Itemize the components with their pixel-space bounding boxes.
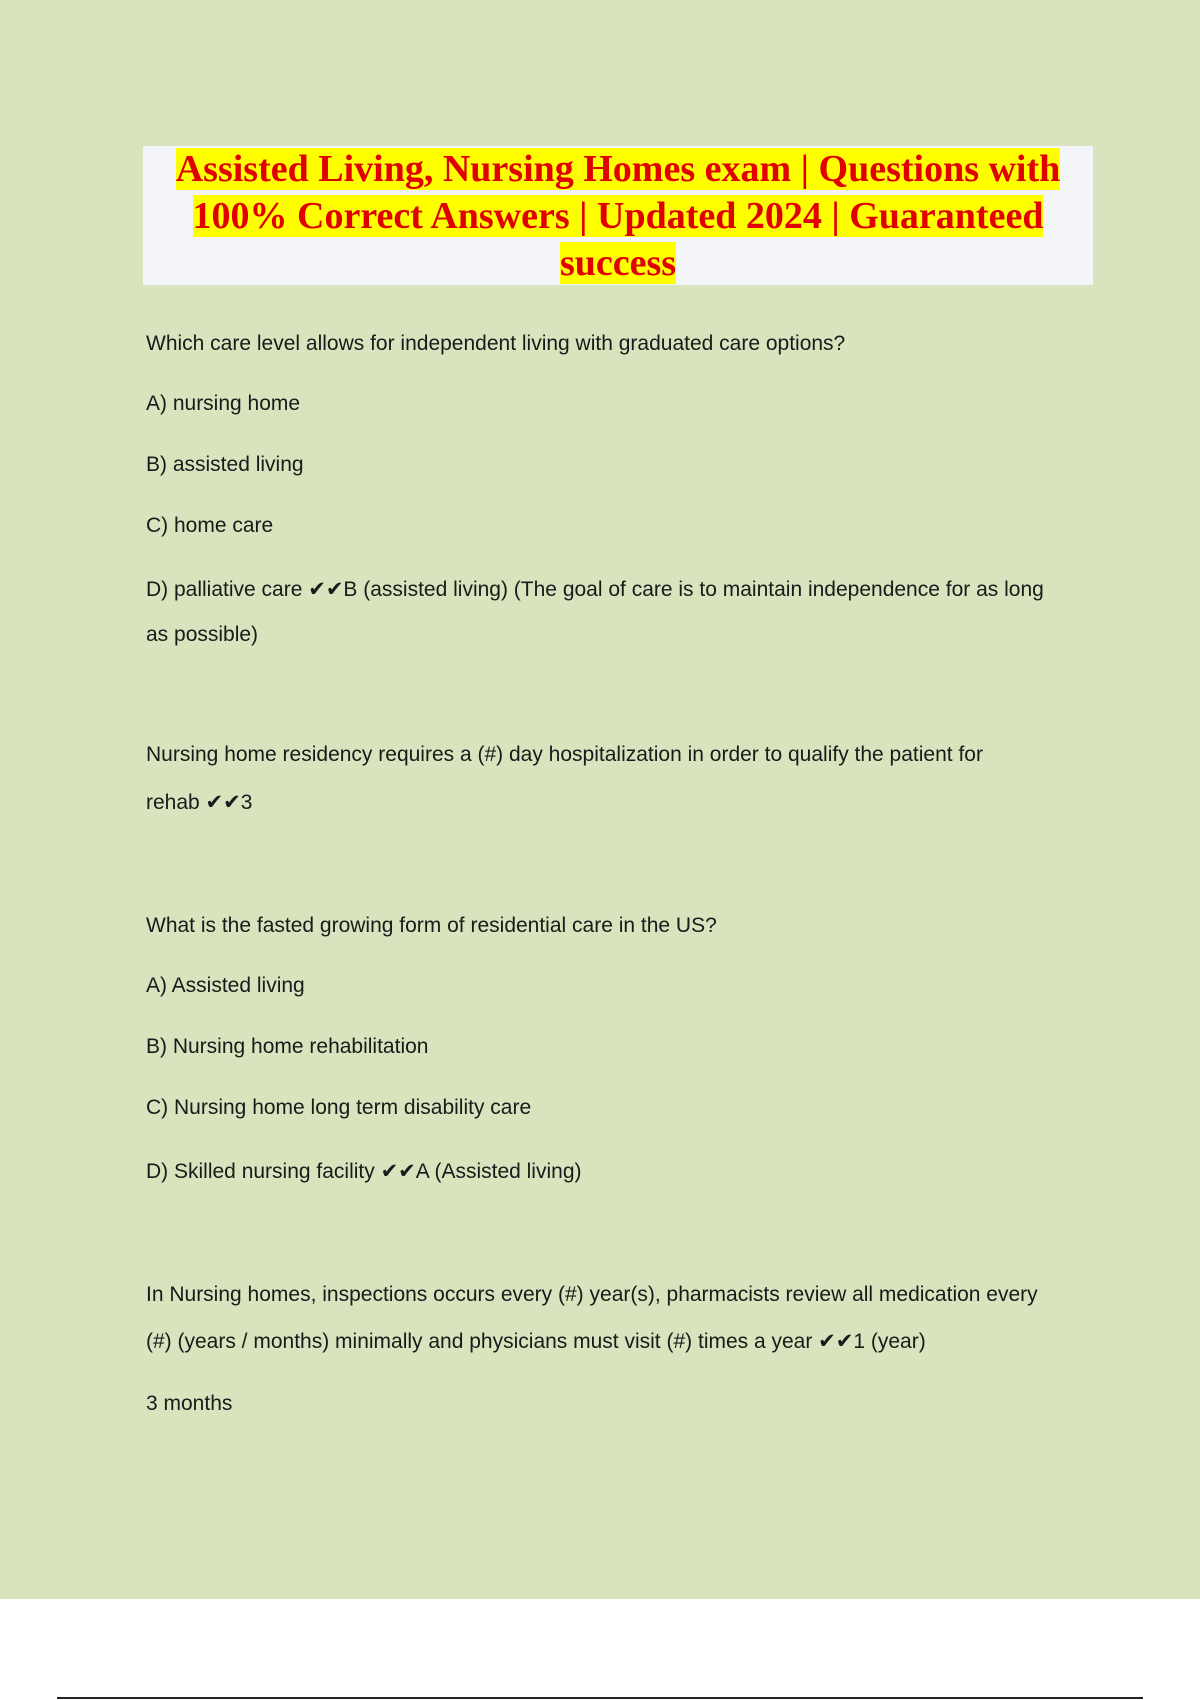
question-4-line-2: (#) (years / months) minimally and physicians must visit (#) times a year ✔✔1 (year) [146, 1330, 926, 1353]
question-4-extra: 3 months [146, 1392, 233, 1415]
question-4-line-1: In Nursing homes, inspections occurs every (#) year(s), pharmacists review all medication every [146, 1283, 1038, 1306]
title-line-2: 100% Correct Answers | Updated 2024 | Guaranteed [192, 195, 1044, 237]
question-3-option-c: C) Nursing home long term disability care [146, 1096, 532, 1119]
title-line-1: Assisted Living, Nursing Homes exam | Questions with [175, 148, 1061, 190]
question-1-option-c: C) home care [146, 514, 274, 537]
question-1-answer-line-2: as possible) [146, 623, 259, 646]
question-3-text: What is the fasted growing form of residential care in the US? [146, 914, 717, 937]
footer-divider [57, 1697, 1143, 1699]
question-3-answer: D) Skilled nursing facility ✔✔A (Assisted living) [146, 1160, 582, 1183]
question-2-line-2: rehab ✔✔3 [146, 791, 253, 814]
question-1-answer-line-1: D) palliative care ✔✔B (assisted living) (The goal of care is to maintain independence for as long [146, 578, 1044, 601]
question-1-text: Which care level allows for independent living with graduated care options? [146, 332, 846, 355]
document-title [143, 146, 1093, 285]
question-1-option-a: A) nursing home [146, 392, 301, 415]
question-2-line-1: Nursing home residency requires a (#) day hospitalization in order to qualify the patient for [146, 743, 983, 766]
question-3-option-a: A) Assisted living [146, 974, 305, 997]
title-line-3: success [559, 242, 677, 284]
question-3-option-b: B) Nursing home rehabilitation [146, 1035, 429, 1058]
question-1-option-b: B) assisted living [146, 453, 304, 476]
